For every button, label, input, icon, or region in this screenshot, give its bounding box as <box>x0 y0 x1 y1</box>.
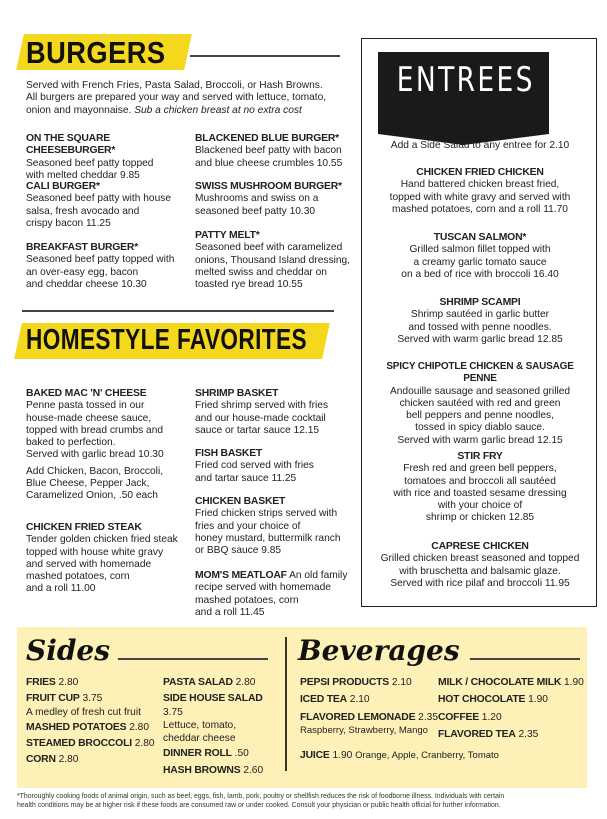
burger-desc: and cheddar cheese 10.30 <box>26 278 147 290</box>
item-name: CHICKEN BASKET <box>195 496 286 507</box>
burger-desc: Blackened beef patty with bacon <box>195 145 342 157</box>
panel-divider <box>285 637 287 771</box>
beverage-price: 1.20 <box>481 711 502 723</box>
side-item <box>26 753 166 766</box>
side-price: 2.80 <box>58 754 79 766</box>
side-price: 2.80 <box>134 738 155 750</box>
entree-desc: Hand battered chicken breast fried, <box>400 179 560 191</box>
beverage-price: 2.35 <box>518 728 539 740</box>
beverage-name: FLAVORED TEA <box>438 728 516 740</box>
entree-name: SHRIMP SCAMPI <box>439 297 521 308</box>
entree-desc: with rice and toasted sesame dressing <box>393 487 567 499</box>
entree-item <box>372 541 588 590</box>
burger-desc: onions, Thousand Island dressing, <box>195 254 350 266</box>
homestyle-item-meatloaf <box>195 570 365 619</box>
entrees-note: Add a Side Salad to any entree for 2.10 <box>390 140 570 151</box>
entree-item <box>372 297 588 346</box>
burgers-intro-line3 <box>26 105 356 117</box>
item-desc: topped with house white gravy <box>26 546 164 558</box>
entree-desc: with your choice of <box>437 500 523 512</box>
side-price: .50 <box>234 748 249 760</box>
entree-desc: a creamy garlic tomato sauce <box>413 256 547 268</box>
side-item <box>163 692 283 719</box>
beverage-name: FLAVORED LEMONADE <box>300 711 416 723</box>
burger-item <box>26 242 196 291</box>
item-desc: Fried shrimp served with fries <box>195 400 329 412</box>
entree-desc: chicken sautéed with red and green <box>399 397 561 409</box>
disclaimer <box>17 793 592 810</box>
side-item <box>26 721 166 734</box>
item-add-on: Caramelized Onion, .50 each <box>26 490 158 502</box>
entree-desc: Served with warm garlic bread 12.85 <box>397 333 563 345</box>
homestyle-item-steak <box>26 522 196 596</box>
entree-name: SPICY CHIPOTLE CHICKEN & SAUSAGE PENNE <box>386 361 574 385</box>
entree-desc: Grilled chicken breast seasoned and topped <box>380 553 580 565</box>
beverage-price: 2.10 <box>391 677 412 688</box>
entree-item <box>372 232 588 281</box>
entree-desc: shrimp or chicken 12.85 <box>425 512 535 524</box>
entree-name: CAPRESE CHICKEN <box>431 541 529 552</box>
item-desc: and tartar sauce 11.25 <box>195 472 297 484</box>
entree-desc: Served with rice pilaf and broccoli 11.95 <box>390 577 570 589</box>
side-name: PASTA SALAD <box>163 677 233 688</box>
burger-desc: Mushrooms and swiss on a <box>195 193 319 205</box>
burgers-header-rule <box>190 55 340 57</box>
burger-name: SWISS MUSHROOM BURGER* <box>195 181 342 192</box>
beverages-column-2 <box>438 676 588 741</box>
burger-name: ON THE SQUARE CHEESEBURGER* <box>26 133 116 157</box>
entree-name: CHICKEN FRIED CHICKEN <box>416 167 544 178</box>
entree-item <box>372 167 588 216</box>
beverage-item <box>300 711 460 724</box>
item-name: BAKED MAC 'N' CHEESE <box>26 388 147 399</box>
side-item <box>163 764 283 777</box>
burger-item <box>195 230 365 291</box>
burger-name: BLACKENED BLUE BURGER* <box>195 133 339 144</box>
beverage-item <box>438 728 588 741</box>
side-name: FRIES <box>26 677 56 688</box>
beverage-price: 1.90 <box>332 750 353 761</box>
beverage-price: 2.35 <box>418 711 438 723</box>
sides-title: Sides <box>26 634 111 667</box>
burger-desc: Seasoned beef patty topped <box>26 157 154 169</box>
burger-item <box>195 133 365 170</box>
item-desc: and served with homemade <box>26 558 152 570</box>
beverages-title-rule <box>470 658 580 660</box>
item-desc: Penne pasta tossed in our <box>26 400 145 412</box>
beverage-price: 1.90 <box>528 694 548 706</box>
item-desc: sauce or tartar sauce 12.15 <box>195 424 320 436</box>
burgers-intro-line1: Served with French Fries, Pasta Salad, Broccoli, or Hash Browns. <box>26 80 323 91</box>
burger-desc: Seasoned beef with caramelized <box>195 242 343 254</box>
homestyle-title: HOMESTYLE FAVORITES <box>26 324 307 356</box>
item-desc: baked to perfection. <box>26 437 116 449</box>
burger-item <box>26 133 196 182</box>
item-desc: fries and your choice of <box>195 520 301 532</box>
side-desc: A medley of fresh cut fruit <box>26 706 141 718</box>
beverage-name: HOT CHOCOLATE <box>438 694 526 706</box>
item-desc: Served with garlic bread 10.30 <box>26 449 164 461</box>
sides-column-2 <box>163 676 283 777</box>
homestyle-item-chicken <box>195 496 365 557</box>
beverage-name: MILK / CHOCOLATE MILK <box>438 677 562 688</box>
burgers-title: BURGERS <box>26 35 166 70</box>
burger-desc: salsa, fresh avocado and <box>26 205 140 217</box>
side-name: STEAMED BROCCOLI <box>26 738 132 750</box>
beverage-name: COFFEE <box>438 711 479 723</box>
beverages-column-1 <box>300 676 460 737</box>
homestyle-item-shrimp <box>195 388 365 437</box>
item-add-on: Add Chicken, Bacon, Broccoli, <box>26 465 164 477</box>
beverage-name: PEPSI PRODUCTS <box>300 677 390 688</box>
item-desc: mashed potatoes, corn <box>195 594 299 606</box>
entree-desc: Shrimp sautéed in garlic butter <box>410 309 550 321</box>
side-price: 2.60 <box>243 764 264 776</box>
side-price: 2.80 <box>58 677 79 688</box>
side-name: CORN <box>26 754 56 766</box>
item-desc: Tender golden chicken fried steak <box>26 534 178 546</box>
beverage-name: JUICE <box>300 750 330 761</box>
side-name: MASHED POTATOES <box>26 721 127 733</box>
beverage-item <box>438 693 588 706</box>
homestyle-top-rule <box>22 310 334 312</box>
burger-desc: and blue cheese crumbles 10.55 <box>195 157 343 169</box>
entree-desc: tomatoes and broccoli all sautéed <box>404 475 556 487</box>
entree-desc: on a bed of rice with broccoli 16.40 <box>401 268 559 280</box>
burger-desc: with melted cheddar 9.85 <box>26 169 140 181</box>
item-add-on: Blue Cheese, Pepper Jack, <box>26 478 150 490</box>
item-desc: Fried chicken strips served with <box>195 508 338 520</box>
burgers-intro-line3a: onion and mayonnaise. <box>26 104 132 116</box>
side-desc: Lettuce, tomato, <box>163 719 237 731</box>
item-desc: recipe served with homemade <box>195 582 331 594</box>
beverages-title: Beverages <box>298 634 460 667</box>
item-name: CHICKEN FRIED STEAK <box>26 522 142 533</box>
beverage-desc: Orange, Apple, Cranberry, Tomato <box>355 750 499 761</box>
item-name: MOM'S MEATLOAF <box>195 570 287 581</box>
side-item <box>163 676 283 689</box>
entree-desc: Grilled salmon fillet topped with <box>409 244 551 256</box>
entree-desc: bell peppers and penne noodles, <box>406 410 554 422</box>
item-desc: and a roll 11.00 <box>26 583 96 595</box>
side-name: FRUIT CUP <box>26 693 80 705</box>
burgers-intro-sub-note: Sub a chicken breast at no extra cost <box>134 104 302 116</box>
burger-desc: crispy bacon 11.25 <box>26 217 111 229</box>
beverage-price: 2.10 <box>349 694 370 706</box>
beverage-desc: Raspberry, Strawberry, Mango <box>300 724 428 736</box>
burger-item <box>195 181 365 218</box>
side-price: 2.80 <box>235 677 256 688</box>
burger-name: BREAKFAST BURGER* <box>26 242 139 253</box>
side-price: 3.75 <box>82 693 103 705</box>
disclaimer-line1: *Thoroughly cooking foods of animal origin, such as beef, eggs, fish, lamb, pork, poultry or shellfish reduces the risk of foodborne illness. Individuals with certain <box>17 793 505 800</box>
burgers-intro-line2: All burgers are prepared your way and served with lettuce, tomato, <box>26 92 327 104</box>
item-desc: Fried cod served with fries <box>195 460 314 472</box>
beverage-item <box>300 676 460 689</box>
disclaimer-line2: health conditions may be at higher risk if these foods are consumed raw or under cooked. Consult your physician or public health official for further information. <box>17 801 501 809</box>
item-desc: topped with bread crumbs and <box>26 424 164 436</box>
item-desc: and a roll 11.45 <box>195 606 265 618</box>
item-desc: house-made cheese sauce, <box>26 412 152 424</box>
burger-desc: toasted rye bread 10.55 <box>195 279 303 291</box>
sides-column-1 <box>26 676 166 767</box>
burger-desc: seasoned beef patty 10.30 <box>195 205 316 217</box>
burger-desc: an over-easy egg, bacon <box>26 266 139 278</box>
beverage-item-juice <box>300 749 580 762</box>
side-item <box>26 692 166 705</box>
entree-desc: topped with white gravy and served with <box>389 191 571 203</box>
entree-desc: tossed in spicy diablo sauce. <box>415 422 545 434</box>
entree-item <box>372 451 588 525</box>
item-name: FISH BASKET <box>195 448 263 459</box>
beverage-item <box>300 693 460 706</box>
entree-desc: Fresh red and green bell peppers, <box>403 463 557 475</box>
burger-name: PATTY MELT* <box>195 230 260 241</box>
side-price: 3.75 <box>163 706 183 718</box>
homestyle-item-fish <box>195 448 365 485</box>
burger-desc: Seasoned beef patty topped with <box>26 254 175 266</box>
entree-desc: mashed potatoes, corn and a roll 11.70 <box>392 203 568 215</box>
side-desc: cheddar cheese <box>163 733 236 745</box>
entree-desc: and tossed with penne noodles. <box>408 321 552 333</box>
beverage-item <box>438 676 588 689</box>
item-desc: An old family <box>286 570 348 581</box>
item-desc: and our house-made cocktail <box>195 412 326 424</box>
side-item <box>26 676 166 689</box>
entree-desc: Served with warm garlic bread 12.15 <box>397 434 563 446</box>
burger-desc: melted swiss and cheddar on <box>195 266 327 278</box>
side-item <box>26 737 166 750</box>
side-item <box>163 747 283 760</box>
item-desc: honey mustard, buttermilk ranch <box>195 532 341 544</box>
side-name: HASH BROWNS <box>163 764 241 776</box>
item-desc: mashed potatoes, corn <box>26 571 130 583</box>
side-name: SIDE HOUSE SALAD <box>163 693 263 705</box>
burger-item <box>26 181 196 230</box>
entree-desc: Andouille sausage and seasoned grilled <box>389 385 571 397</box>
entree-name: STIR FRY <box>457 451 503 462</box>
entree-desc: with bruschetta and balsamic glaze. <box>399 565 561 577</box>
side-price: 2.80 <box>129 721 150 733</box>
burgers-intro <box>26 80 356 117</box>
item-name: SHRIMP BASKET <box>195 388 279 399</box>
entrees-title: ENTREES <box>396 60 535 100</box>
sides-title-rule <box>118 658 268 660</box>
entree-name: TUSCAN SALMON* <box>433 232 527 243</box>
beverage-price: 1.90 <box>564 677 584 688</box>
side-name: DINNER ROLL <box>163 748 232 760</box>
meatloaf-first-line <box>195 570 365 582</box>
burger-desc: Seasoned beef patty with house <box>26 193 171 205</box>
burger-name: CALI BURGER* <box>26 181 100 192</box>
beverage-item <box>438 711 588 724</box>
homestyle-item-mac <box>26 388 196 503</box>
beverage-name: ICED TEA <box>300 694 347 706</box>
entree-item <box>372 361 588 447</box>
item-desc: or BBQ sauce 9.85 <box>195 545 282 557</box>
